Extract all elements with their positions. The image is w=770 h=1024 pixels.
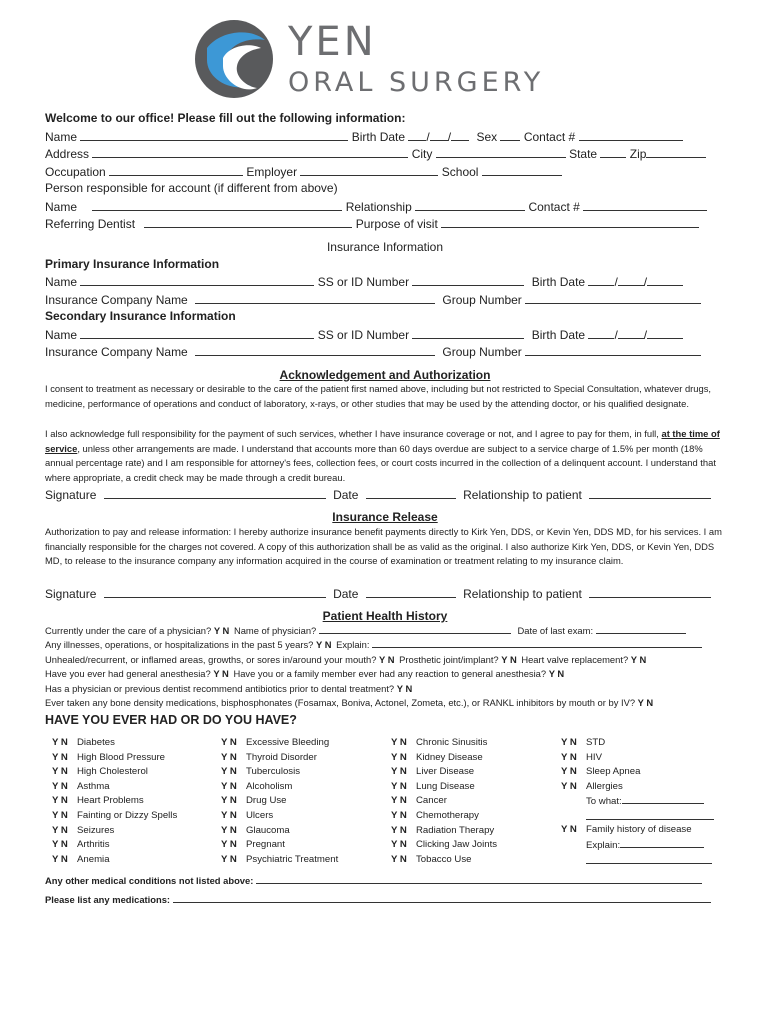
q3-yn-toggle[interactable]: Y N (379, 654, 395, 665)
q2b-text: Explain: (336, 639, 370, 650)
condition-yn-toggle[interactable]: Y N (391, 780, 407, 792)
date-field[interactable] (366, 586, 456, 598)
secondary-row-2 (45, 344, 701, 359)
condition-yn-toggle[interactable]: Y N (221, 766, 237, 778)
condition-yn-toggle[interactable]: Y N (52, 839, 68, 851)
condition-yn-toggle[interactable]: Y N (52, 809, 68, 821)
other-conditions-row (45, 874, 702, 886)
q5-text: Has a physician or previous dentist recommend antibiotics prior to dental treatment? (45, 683, 395, 694)
condition-label: Diabetes (77, 737, 115, 748)
primary-birth-label: Birth Date (531, 275, 586, 289)
relationship-to-patient-field[interactable] (589, 487, 711, 499)
physician-name-field[interactable] (319, 624, 511, 634)
condition-yn-toggle[interactable]: Y N (391, 824, 407, 836)
zip-label: Zip (629, 147, 647, 161)
q3b-yn-toggle[interactable]: Y N (501, 654, 517, 665)
condition-yn-toggle[interactable]: Y N (221, 853, 237, 865)
to-what-field-2[interactable] (586, 810, 714, 820)
condition-yn-toggle[interactable]: Y N (391, 795, 407, 807)
q5-yn-toggle[interactable]: Y N (396, 683, 413, 694)
date-separator: / (643, 328, 648, 342)
have-you-title: HAVE YOU EVER HAD OR DO YOU HAVE? (45, 713, 297, 727)
secondary-ss-field[interactable] (412, 327, 524, 339)
condition-label: Ulcers (246, 809, 274, 821)
health-q4 (45, 667, 564, 682)
condition-label: Chemotherapy (416, 809, 479, 821)
condition-label: STD (586, 737, 606, 748)
primary-birth-month-field[interactable] (588, 274, 614, 286)
condition-yn-toggle[interactable]: Y N (221, 839, 237, 851)
secondary-birth-month-field[interactable] (588, 327, 614, 339)
condition-row (391, 751, 497, 766)
secondary-name-label: Name (45, 328, 78, 342)
ack-title: Acknowledgement and Authorization (279, 368, 491, 382)
condition-row (52, 736, 177, 751)
condition-label: Clicking Jaw Joints (416, 839, 498, 851)
condition-label: Anemia (77, 853, 110, 865)
patient-row-3 (45, 164, 562, 179)
condition-label: Alcoholism (246, 780, 293, 792)
condition-label: Drug Use (246, 795, 287, 807)
primary-name-field[interactable] (80, 274, 314, 286)
condition-label: HIV (586, 751, 602, 763)
birth-month-field[interactable] (408, 129, 426, 141)
logo-name: YEN (288, 19, 377, 65)
zip-field[interactable] (646, 146, 706, 158)
name-field[interactable] (80, 129, 348, 141)
condition-label: Heart Problems (77, 795, 144, 807)
q2-yn-toggle[interactable]: Y N (316, 639, 332, 650)
condition-row (561, 765, 640, 780)
primary-name-label: Name (45, 275, 78, 289)
condition-yn-toggle[interactable]: Y N (561, 737, 577, 748)
signature-row-1 (45, 487, 711, 502)
condition-yn-toggle[interactable]: Y N (561, 766, 577, 778)
school-field[interactable] (482, 164, 562, 176)
other-conditions-field[interactable] (256, 874, 702, 884)
birth-day-field[interactable] (430, 129, 448, 141)
secondary-group-field[interactable] (525, 344, 701, 356)
condition-yn-toggle[interactable]: Y N (221, 809, 237, 821)
condition-label: High Blood Pressure (77, 751, 165, 763)
resp-contact-field[interactable] (583, 199, 707, 211)
birth-date-label: Birth Date (351, 130, 406, 144)
city-field[interactable] (436, 146, 566, 158)
state-label: State (569, 147, 598, 161)
condition-yn-toggle[interactable]: Y N (52, 766, 68, 778)
last-exam-field[interactable] (596, 624, 686, 634)
birth-year-field[interactable] (451, 129, 469, 141)
condition-yn-toggle[interactable]: Y N (221, 737, 237, 748)
condition-label: Excessive Bleeding (246, 737, 330, 748)
primary-row-2 (45, 292, 701, 307)
patient-row-6 (45, 216, 699, 231)
ack-paragraph-2 (45, 427, 725, 485)
condition-row (52, 765, 177, 780)
date-separator: / (614, 328, 618, 342)
condition-label: Pregnant (246, 839, 285, 851)
name-label: Name (45, 130, 78, 144)
condition-row (561, 780, 640, 795)
condition-row (52, 824, 177, 839)
condition-row (221, 838, 338, 853)
purpose-label: Purpose of visit (355, 217, 438, 231)
resp-contact-label: Contact # (528, 200, 580, 214)
condition-yn-toggle[interactable]: Y N (391, 839, 407, 851)
secondary-name-field[interactable] (80, 327, 314, 339)
family-explain-label: Explain: (586, 840, 621, 851)
q1c-text: Date of last exam: (517, 625, 594, 636)
date-field[interactable] (366, 487, 456, 499)
to-what-field[interactable] (622, 794, 704, 804)
q1-yn-toggle[interactable]: Y N (213, 625, 230, 636)
employer-label: Employer (246, 165, 298, 179)
condition-label: Seizures (77, 824, 115, 836)
condition-label: Tuberculosis (246, 766, 301, 778)
primary-company-field[interactable] (195, 292, 435, 304)
condition-label: Radiation Therapy (416, 824, 495, 836)
secondary-birth-year-field[interactable] (647, 327, 683, 339)
condition-row (52, 794, 177, 809)
school-label: School (441, 165, 479, 179)
ack-paragraph-1: I consent to treatment as necessary or desirable to the care of the patient first named above, including but not restricted to Special Consultation, whatever drugs, medicine, performance of operations and conduct of laboratory, x-rays, or other studies that may be used by the attending doctor, or his qualified designate. (45, 383, 711, 409)
condition-row (221, 794, 338, 809)
primary-company-label: Insurance Company Name (45, 293, 188, 307)
condition-row (391, 765, 497, 780)
condition-label: High Cholesterol (77, 766, 148, 778)
q6-yn-toggle[interactable]: Y N (637, 697, 654, 708)
patient-row-5 (45, 199, 707, 214)
other-conditions-label: Any other medical conditions not listed above: (45, 875, 254, 886)
condition-row (221, 809, 338, 824)
insurance-title: Insurance Information (326, 240, 444, 254)
condition-row (52, 780, 177, 795)
condition-label: Allergies (586, 780, 623, 792)
health-q2 (45, 638, 702, 653)
signature-field[interactable] (104, 586, 326, 598)
secondary-insurance-title: Secondary Insurance Information (45, 309, 236, 323)
medications-field[interactable] (173, 893, 711, 903)
condition-yn-toggle[interactable]: Y N (52, 751, 68, 763)
resp-name-field[interactable] (92, 199, 342, 211)
signature-row-2 (45, 586, 711, 601)
condition-label: Kidney Disease (416, 751, 483, 763)
condition-row (391, 824, 497, 839)
condition-row (391, 809, 497, 824)
q4b-yn-toggle[interactable]: Y N (548, 668, 565, 679)
condition-yn-toggle[interactable]: Y N (391, 766, 407, 778)
q1-text: Currently under the care of a physician? (45, 625, 212, 636)
relationship-to-patient-label: Relationship to patient (463, 587, 582, 601)
condition-yn-toggle[interactable]: Y N (221, 824, 237, 836)
sex-field[interactable] (500, 129, 520, 141)
illness-explain-field[interactable] (372, 638, 702, 648)
condition-row (391, 780, 497, 795)
signature-field[interactable] (104, 487, 326, 499)
occupation-field[interactable] (109, 164, 243, 176)
condition-label: Fainting or Dizzy Spells (77, 809, 178, 821)
condition-label: Thyroid Disorder (246, 751, 317, 763)
logo (193, 15, 623, 107)
secondary-ss-label: SS or ID Number (317, 328, 410, 342)
address-label: Address (45, 147, 90, 161)
ack-p2-emphasis: at the time of service (45, 428, 720, 454)
condition-row (221, 853, 338, 868)
logo-mark-icon (193, 18, 275, 100)
health-q5 (45, 682, 412, 697)
condition-label: Glaucoma (246, 824, 290, 836)
contact-label: Contact # (523, 130, 576, 144)
q3c-text: Heart valve replacement? (521, 654, 629, 665)
q4-yn-toggle[interactable]: Y N (213, 668, 229, 679)
release-title: Insurance Release (332, 510, 438, 524)
q4b-text: Have you or a family member ever had any reaction to general anesthesia? (233, 668, 547, 679)
condition-label: Psychiatric Treatment (246, 853, 339, 865)
primary-group-field[interactable] (525, 292, 701, 304)
relationship-to-patient-label: Relationship to patient (463, 488, 582, 502)
secondary-row-1 (45, 327, 683, 342)
secondary-group-label: Group Number (442, 345, 522, 359)
condition-label: Arthritis (77, 839, 110, 851)
condition-yn-toggle[interactable]: Y N (52, 824, 68, 836)
secondary-company-field[interactable] (195, 344, 435, 356)
condition-row (221, 736, 338, 751)
occupation-label: Occupation (45, 165, 106, 179)
condition-row (52, 853, 177, 868)
date-separator: / (643, 275, 648, 289)
primary-birth-year-field[interactable] (647, 274, 683, 286)
col4-extra (586, 794, 714, 825)
condition-yn-toggle[interactable]: Y N (52, 737, 68, 748)
condition-yn-toggle[interactable]: Y N (52, 853, 68, 865)
to-what-label: To what: (586, 796, 622, 807)
family-explain-field[interactable] (620, 838, 704, 848)
primary-ss-field[interactable] (412, 274, 524, 286)
condition-row (52, 751, 177, 766)
date-separator: / (614, 275, 618, 289)
condition-label: Liver Disease (416, 766, 475, 778)
q4-text: Have you ever had general anesthesia? (45, 668, 211, 679)
condition-yn-toggle[interactable]: Y N (391, 751, 407, 763)
employer-field[interactable] (300, 164, 438, 176)
q6-text: Ever taken any bone density medications, bisphosphonates (Fosamax, Boniva, Actonel, Zometa, etc.), or RANKL inhibitors by mouth or by IV? (45, 697, 636, 708)
family-explain (586, 838, 712, 869)
referring-label: Referring Dentist (45, 217, 136, 231)
primary-group-label: Group Number (442, 293, 522, 307)
secondary-company-label: Insurance Company Name (45, 345, 188, 359)
contact-field[interactable] (579, 129, 683, 141)
purpose-field[interactable] (441, 216, 699, 228)
state-field[interactable] (600, 146, 626, 158)
conditions-col-4 (561, 736, 640, 794)
condition-row (52, 838, 177, 853)
primary-row-1 (45, 274, 683, 289)
condition-yn-toggle[interactable]: Y N (391, 853, 407, 865)
primary-ss-label: SS or ID Number (317, 275, 410, 289)
condition-row (561, 736, 640, 751)
date-label: Date (333, 488, 359, 502)
relationship-to-patient-field[interactable] (589, 586, 711, 598)
condition-label: Sleep Apnea (586, 766, 641, 778)
conditions-col-3 (391, 736, 497, 867)
welcome-heading: Welcome to our office! Please fill out the following information: (45, 111, 406, 125)
condition-row (391, 736, 497, 751)
condition-yn-toggle[interactable]: Y N (221, 751, 237, 763)
condition-yn-toggle[interactable]: Y N (221, 795, 237, 807)
health-q1 (45, 624, 686, 639)
primary-birth-day-field[interactable] (618, 274, 644, 286)
condition-row (221, 751, 338, 766)
resp-name-label: Name (45, 200, 78, 214)
condition-yn-toggle[interactable]: Y N (561, 751, 577, 763)
referring-field[interactable] (144, 216, 352, 228)
health-q6 (45, 696, 653, 711)
condition-row (391, 853, 497, 868)
date-label: Date (333, 587, 359, 601)
secondary-birth-day-field[interactable] (618, 327, 644, 339)
patient-row-2 (45, 146, 706, 161)
sex-label: Sex (476, 130, 498, 144)
condition-row (52, 809, 177, 824)
responsible-heading: Person responsible for account (if different from above) (45, 181, 338, 195)
q2-text: Any illnesses, operations, or hospitalizations in the past 5 years? (45, 639, 314, 650)
condition-label: Tobacco Use (416, 853, 472, 865)
medications-label: Please list any medications: (45, 894, 171, 905)
q3c-yn-toggle[interactable]: Y N (630, 654, 647, 665)
condition-row (391, 794, 497, 809)
primary-insurance-title: Primary Insurance Information (45, 257, 220, 271)
signature-label: Signature (45, 488, 97, 502)
health-q3 (45, 653, 646, 668)
date-separator: / (426, 130, 430, 144)
condition-yn-toggle[interactable]: Y N (52, 795, 68, 807)
q3-text: Unhealed/recurrent, or inflamed areas, growths, or sores in/around your mouth? (45, 654, 377, 665)
condition-yn-toggle[interactable]: Y N (391, 809, 407, 821)
condition-label: Asthma (77, 780, 110, 792)
relationship-label: Relationship (345, 200, 412, 214)
secondary-birth-label: Birth Date (531, 328, 586, 342)
signature-label: Signature (45, 587, 97, 601)
family-history-label: Family history of disease (586, 824, 692, 835)
conditions-col-1 (52, 736, 177, 867)
family-history-row (561, 823, 692, 838)
ack-p2-text: I also acknowledge full responsibility for the payment of such services, whether I have insurance coverage or not, and I agree to pay for them, in full, (45, 428, 659, 439)
condition-yn-toggle[interactable]: Y N (221, 780, 237, 792)
condition-yn-toggle[interactable]: Y N (391, 737, 407, 748)
relationship-field[interactable] (415, 199, 525, 211)
condition-row (221, 780, 338, 795)
q1b-text: Name of physician? (233, 625, 317, 636)
patient-row-1 (45, 129, 683, 144)
medications-row (45, 893, 711, 905)
logo-subtitle: ORAL SURGERY (288, 67, 545, 98)
ack-p2-rest: , unless other arrangements are made. I understand that accounts more than 60 days overdue are subject to a service charge of 1.5% per month (18% annual percentage rate) and I am responsible for attorney's fees, collection fees, or court costs incurred in the collection of a delinquent account. I understand that where appropriate, a credit check may be made through a credit bureau. (45, 442, 716, 483)
family-explain-field-2[interactable] (586, 854, 712, 864)
health-title: Patient Health History (322, 609, 448, 623)
condition-row (391, 838, 497, 853)
condition-label: Cancer (416, 795, 447, 807)
condition-label: Lung Disease (416, 780, 475, 792)
date-separator: / (447, 130, 452, 144)
city-label: City (411, 147, 433, 161)
condition-label: Chronic Sinusitis (416, 737, 488, 748)
condition-yn-toggle[interactable]: Y N (561, 780, 577, 792)
family-history-yn-toggle[interactable]: Y N (561, 824, 577, 835)
condition-yn-toggle[interactable]: Y N (52, 780, 68, 792)
address-field[interactable] (92, 146, 408, 158)
condition-row (221, 765, 338, 780)
condition-row (561, 751, 640, 766)
q3b-text: Prosthetic joint/implant? (399, 654, 499, 665)
condition-row (221, 824, 338, 839)
conditions-col-2 (221, 736, 338, 867)
release-paragraph: Authorization to pay and release information: I hereby authorize insurance benefit payments directly to Kirk Yen, DDS, or Kevin Yen, DDS MD, for his services. I am financially responsible for the charges not covered. A copy of this authorization shall be as valid as the original. I also authorize Kirk Yen, DDS, or Kevin Yen, DDS MD, to release to the insurance company any information acquired in the course of examination or treatment relating to my insurance claim. (45, 526, 722, 567)
